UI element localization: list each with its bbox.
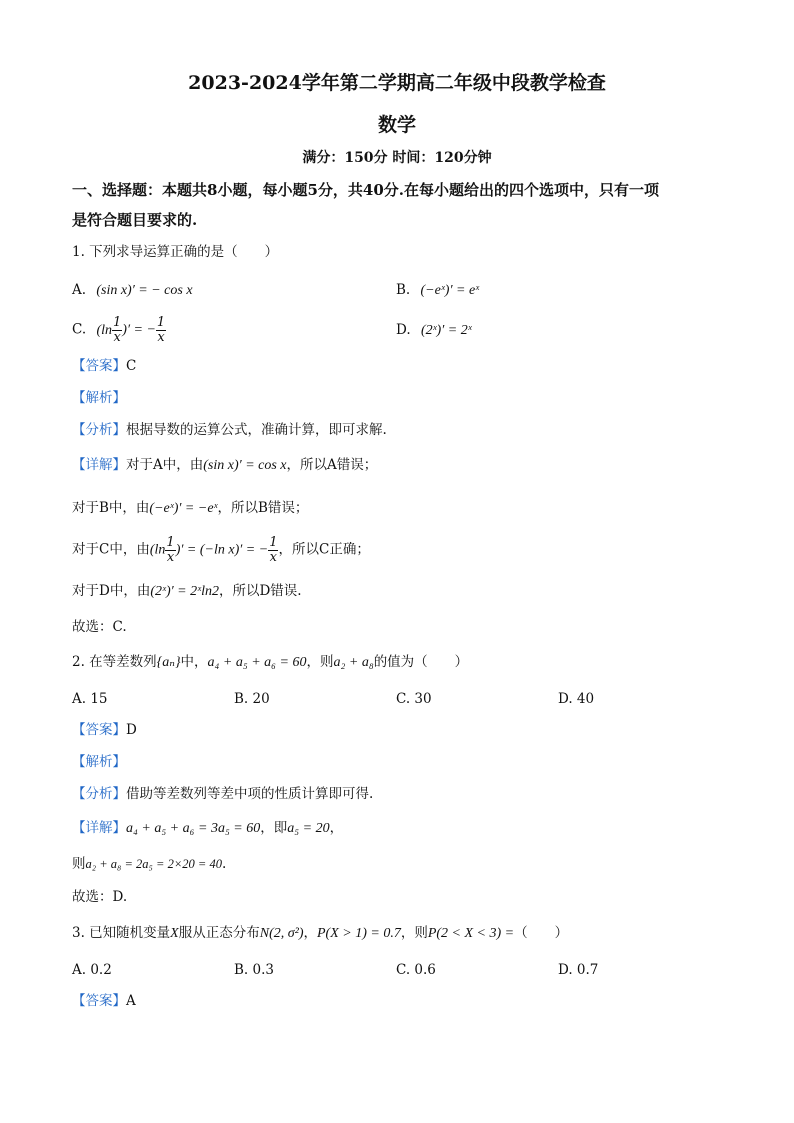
numerator: 1 xyxy=(156,315,166,330)
numerator: 1 xyxy=(166,535,175,550)
q1-option-b-expr: (−eˣ)′ = eˣ xyxy=(420,283,480,298)
q1-option-d-label: D. xyxy=(396,322,411,338)
subject-title: 数学 xyxy=(377,114,416,136)
q2-stem-expr: {aₙ} xyxy=(156,655,181,670)
q2-option-b: B. 20 xyxy=(234,691,270,707)
q1-option-a-label: A. xyxy=(72,282,87,298)
q2-choose: 故选：D. xyxy=(72,889,128,905)
detail-text: ， xyxy=(329,820,344,836)
detail-fraction xyxy=(268,536,278,564)
detail-text: ，所以D错误. xyxy=(218,583,302,599)
exam-title: 2023-2024学年第二学期高二年级中段教学检查 xyxy=(188,72,606,94)
q3-stem xyxy=(72,927,568,941)
answer-value: A xyxy=(126,993,136,1009)
denominator: x xyxy=(166,549,175,565)
q2-stem-text: 2. 在等差数列 xyxy=(72,654,157,670)
q1-stem: 1. 下列求导运算正确的是（ ） xyxy=(72,244,279,260)
q3-stem-expr: P(2 < X < 3) = xyxy=(427,926,515,941)
q1-detail-b xyxy=(72,502,308,516)
q3-stem-text: （ ） xyxy=(514,925,569,941)
q3-option-c: C. 0.6 xyxy=(396,962,436,978)
fenxi-text: 借助等差数列等差中项的性质计算即可得. xyxy=(126,786,374,802)
q1-analysis-tag: 【解析】 xyxy=(72,390,126,406)
q2-stem-expr: a₄ + a₅ + a₆ = 60 xyxy=(207,655,307,670)
q1-option-c-fraction xyxy=(112,316,122,344)
section-heading-line1: 一、选择题：本题共8小题，每小题5分，共40分.在每小题给出的四个选项中，只有一项 xyxy=(72,181,659,199)
detail-expr: (sin x)′ = cos x xyxy=(203,458,287,473)
detail-text: ，即 xyxy=(260,820,288,836)
fenxi-tag: 【分析】 xyxy=(72,786,126,802)
q3-answer xyxy=(72,995,136,1009)
q2-option-a: A. 15 xyxy=(72,691,108,707)
detail-text: ，所以A错误； xyxy=(286,457,378,473)
q1-detail-c xyxy=(72,536,370,564)
detail-expr: )′ = (−ln x)′ = − xyxy=(175,542,269,558)
q2-analysis-tag: 【解析】 xyxy=(72,754,126,770)
q3-option-b: B. 0.3 xyxy=(234,962,274,978)
answer-value: C xyxy=(126,358,137,374)
detail-expr: a₄ + a₅ + a₆ = 3a₅ = 60 xyxy=(126,821,261,836)
numerator: 1 xyxy=(269,535,278,550)
detail-expr: a₅ = 20 xyxy=(287,821,330,836)
q2-stem-text: ，则 xyxy=(306,654,334,670)
detail-text: . xyxy=(221,856,227,872)
q1-option-c-pre: (ln xyxy=(96,322,112,338)
q1-option-a-expr: (sin x)′ = − cos x xyxy=(96,283,193,298)
detail-expr: (ln xyxy=(149,542,166,558)
q1-option-b-label: B. xyxy=(396,282,411,298)
detail-text: 对于D中，由 xyxy=(72,583,151,599)
answer-tag: 【答案】 xyxy=(72,722,126,738)
exam-meta: 满分：150分 时间：120分钟 xyxy=(302,150,492,166)
q1-option-c-label: C. xyxy=(72,321,87,338)
q2-fenxi xyxy=(72,788,373,802)
q2-option-d: D. 40 xyxy=(558,691,595,707)
q1-option-a xyxy=(72,284,193,298)
q3-stem-text: 服从正态分布 xyxy=(178,925,260,941)
detail-text: ，所以C正确； xyxy=(278,541,370,558)
fenxi-tag: 【分析】 xyxy=(72,422,126,438)
q3-stem-expr: P(X > 1) = 0.7 xyxy=(317,926,401,941)
q3-option-a: A. 0.2 xyxy=(72,962,112,978)
q1-option-d xyxy=(396,324,472,338)
q1-option-d-expr: (2ˣ)′ = 2ˣ xyxy=(420,323,472,338)
q2-answer xyxy=(72,724,137,738)
q2-detail xyxy=(72,822,343,836)
q1-answer xyxy=(72,360,136,374)
q3-stem-text: 3. 已知随机变量 xyxy=(72,925,171,941)
detail-text: ，所以B错误； xyxy=(217,500,309,516)
detail-expr: (2ˣ)′ = 2ˣln2 xyxy=(150,584,219,599)
q3-option-d: D. 0.7 xyxy=(558,962,599,978)
fenxi-text: 根据导数的运算公式，准确计算，即可求解. xyxy=(126,422,387,438)
detail-fraction xyxy=(165,536,175,564)
section-heading-line2: 是符合题目要求的. xyxy=(72,211,198,229)
detail-tag: 【详解】 xyxy=(72,820,126,836)
detail-tag: 【详解】 xyxy=(72,457,126,473)
numerator: 1 xyxy=(113,315,122,330)
denominator: x xyxy=(157,329,165,345)
q2-option-c: C. 30 xyxy=(396,691,432,707)
q2-stem-text: 的值为（ ） xyxy=(373,654,469,670)
q1-option-b xyxy=(396,284,479,298)
q1-option-c-fraction2 xyxy=(156,316,166,344)
q2-then xyxy=(72,858,226,872)
q2-stem-text: 中， xyxy=(180,654,208,670)
detail-text: 对于C中，由 xyxy=(72,541,150,558)
q1-detail-a xyxy=(72,459,377,473)
detail-text: 则 xyxy=(72,856,86,872)
q2-stem xyxy=(72,656,468,670)
q3-stem-text: ， xyxy=(303,925,317,941)
q3-stem-text: ，则 xyxy=(400,925,428,941)
q2-stem-expr: a₂ + a₈ xyxy=(333,655,374,670)
q3-stem-expr: N(2, σ²) xyxy=(259,926,304,941)
denominator: x xyxy=(113,329,121,345)
q1-detail-d xyxy=(72,585,302,599)
detail-expr: (−eˣ)′ = −eˣ xyxy=(149,501,218,516)
answer-tag: 【答案】 xyxy=(72,358,126,374)
q3-stem-expr: X xyxy=(170,926,179,941)
detail-expr: a₂ + a₈ = 2a₅ = 2×20 = 40 xyxy=(85,857,222,871)
detail-text: 对于A中，由 xyxy=(126,457,204,473)
q1-fenxi xyxy=(72,424,387,438)
q1-option-c-mid: )′ = − xyxy=(122,322,156,338)
denominator: x xyxy=(269,549,278,565)
q1-option-c xyxy=(72,316,166,344)
q1-choose: 故选：C. xyxy=(72,619,127,635)
detail-text: 对于B中，由 xyxy=(72,500,150,516)
answer-tag: 【答案】 xyxy=(72,993,126,1009)
answer-value: D xyxy=(126,722,137,738)
